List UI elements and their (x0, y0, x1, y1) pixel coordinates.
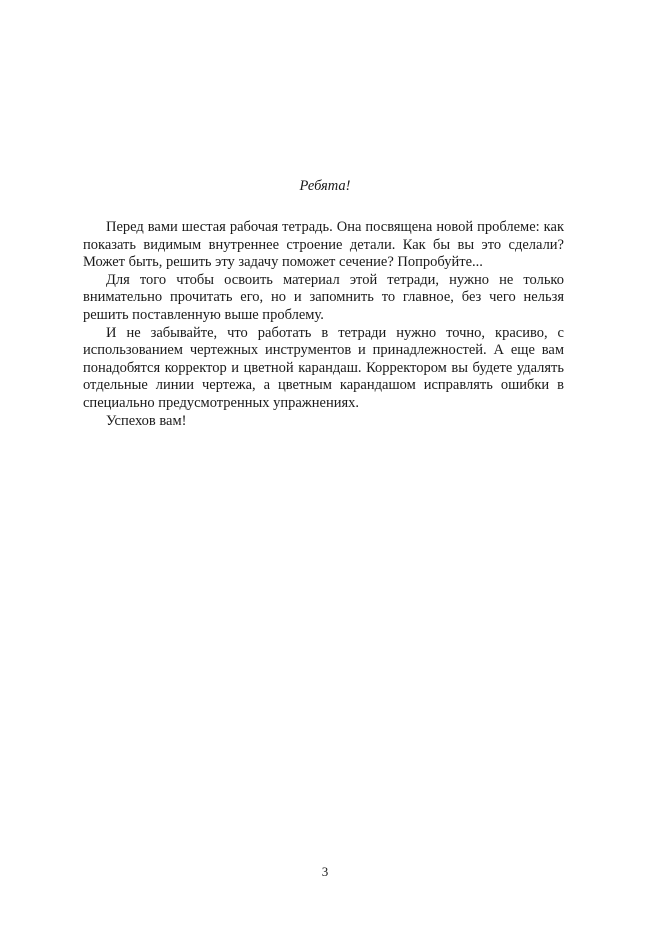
page-heading: Ребята! (299, 178, 351, 194)
paragraph-instructions: И не забывайте, что работать в тетради нужно точно, красиво, с использованием чертежных инструментов и принадлежностей. А еще вам понадобятся корректор и цветной карандаш. Корректором вы будете удалять отдельные линии чертежа, а цветным карандашом исправлять ошибки в специально предусмотренных упражнениях. (83, 324, 564, 411)
body-text (83, 219, 564, 430)
page-number: 3 (321, 864, 329, 879)
paragraph-closing: Успехов вам! (106, 412, 187, 429)
paragraph-study: Для того чтобы освоить материал этой тетради, нужно не только внимательно прочитать его, но и запомнить то главное, без чего нельзя решить поставленную выше проблему. (83, 271, 564, 323)
paragraph-intro: Перед вами шестая рабочая тетрадь. Она посвящена новой проблеме: как показать видимым внутреннее строение детали. Как бы вы это сделали? Может быть, решить эту задачу поможет сечение? Попробуйте... (83, 219, 564, 271)
